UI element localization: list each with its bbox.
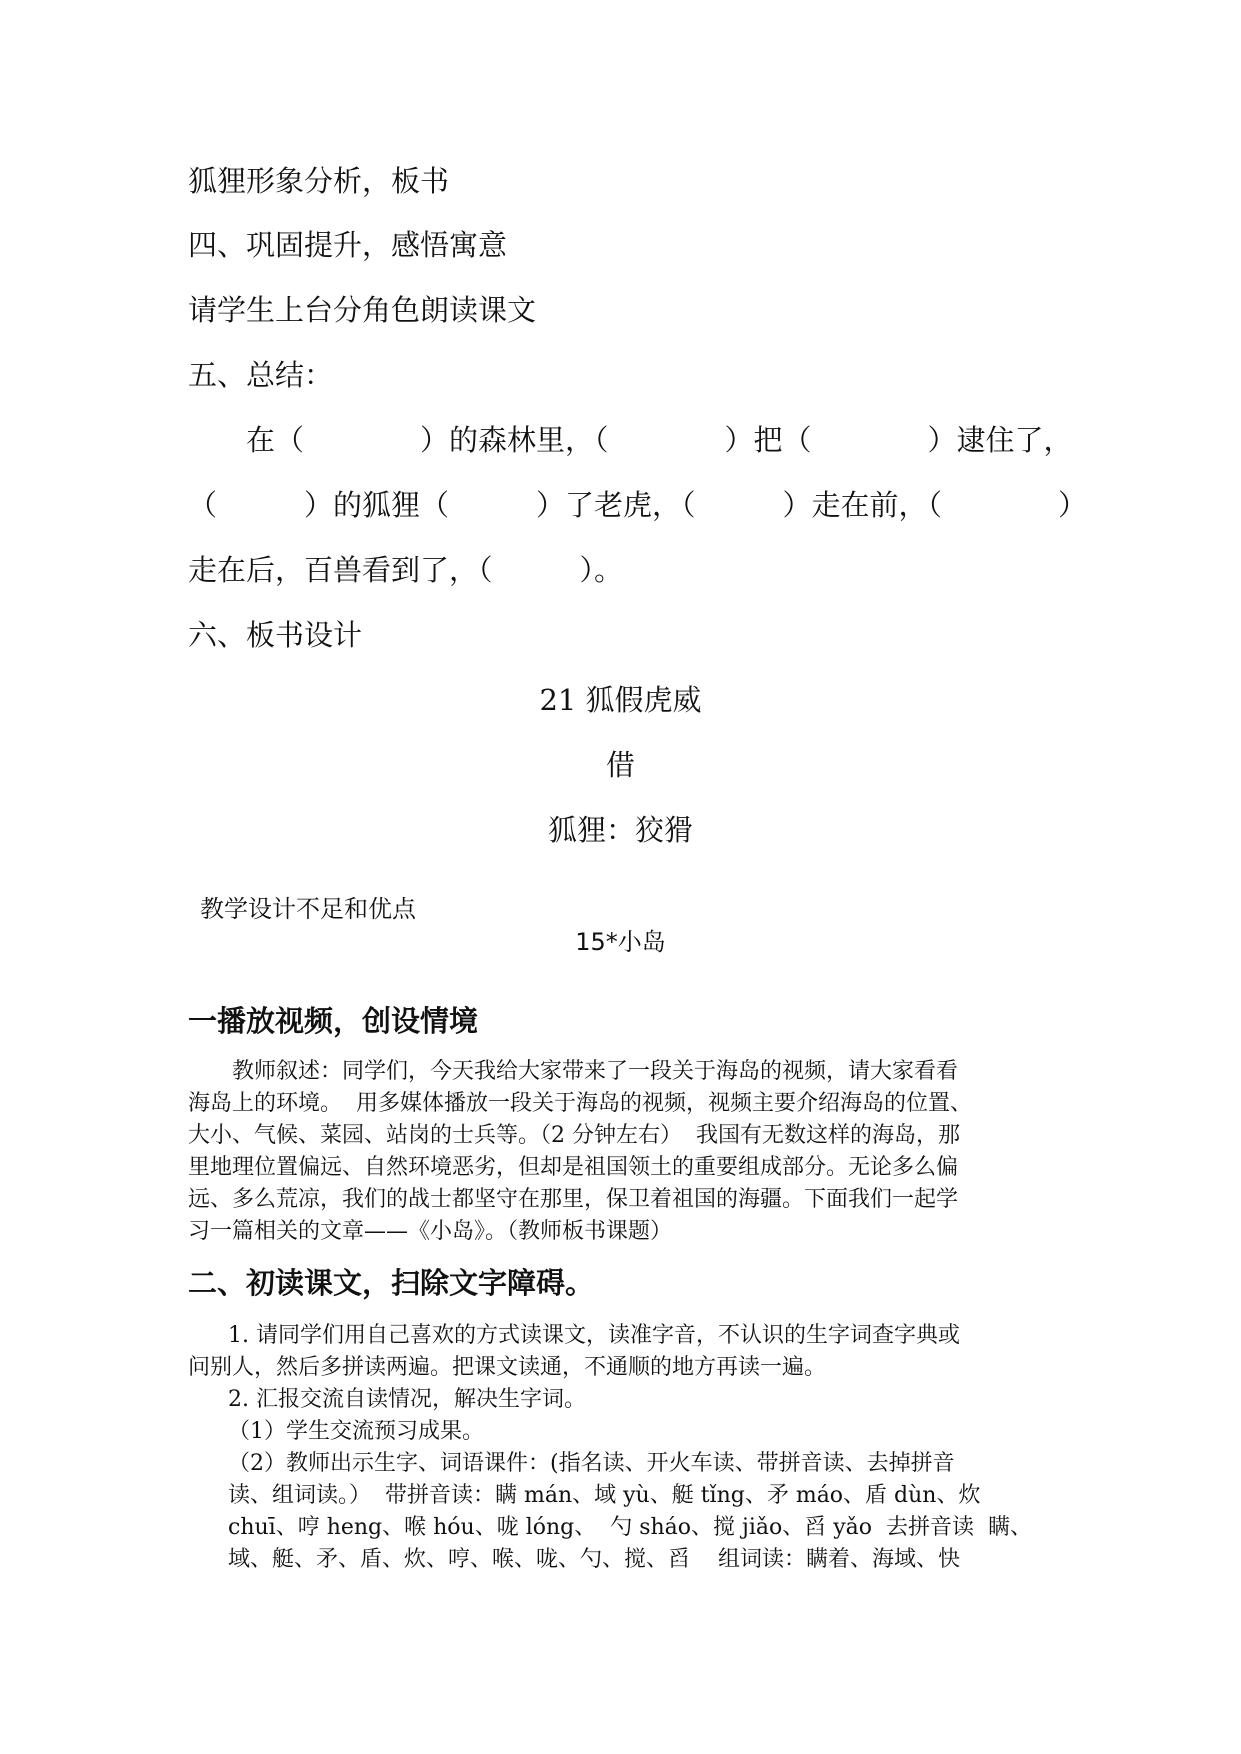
line-fox-analysis: 狐狸形象分析，板书 (188, 164, 450, 198)
fill-blank-line-1: 在（ ）的森林里，（ ）把（ ）逮住了， (246, 423, 1073, 457)
paragraph-line: 海岛上的环境。 用多媒体播放一段关于海岛的视频，视频主要介绍海岛的位置、 (188, 1091, 972, 1116)
board-word: 借 (605, 748, 635, 782)
line-role-reading: 请学生上台分角色朗读课文 (188, 293, 537, 327)
heading-play-video: 一播放视频，创设情境 (188, 1004, 479, 1038)
paragraph-line: 2. 汇报交流自读情况，解决生字词。 (228, 1387, 586, 1412)
paragraph-line: 问别人，然后多拼读两遍。把课文读通，不通顺的地方再读一遍。 (188, 1355, 827, 1380)
heading-first-reading: 二、初读课文，扫除文字障碍。 (188, 1266, 595, 1300)
fill-blank-line-2: （ ）的狐狸（ ）了老虎，（ ）走在前，（ ） (188, 488, 1088, 522)
paragraph-line: 教师叙述：同学们，今天我给大家带来了一段关于海岛的视频，请大家看看 (232, 1059, 959, 1084)
paragraph-line: 习一篇相关的文章——《小岛》。（教师板书课题） (188, 1219, 673, 1244)
heading-board-design: 六、板书设计 (188, 618, 363, 652)
lesson-title: 15*小岛 (575, 928, 666, 956)
fill-blank-line-3: 走在后，百兽看到了，（ ）。 (188, 553, 624, 587)
paragraph-line: 远、多么荒凉，我们的战士都坚守在那里，保卫着祖国的海疆。下面我们一起学 (188, 1187, 959, 1212)
heading-summary: 五、总结： (188, 358, 334, 392)
board-trait: 狐狸：狡猾 (547, 813, 693, 847)
paragraph-line: 1. 请同学们用自己喜欢的方式读课文，读准字音，不认识的生字词查字典或 (228, 1323, 960, 1348)
paragraph-line: 大小、气候、菜园、站岗的士兵等。（2 分钟左右） 我国有无数这样的海岛，那 (188, 1123, 960, 1148)
paragraph-line: （1）学生交流预习成果。 (228, 1419, 484, 1444)
design-note: 教学设计不足和优点 (200, 895, 416, 923)
paragraph-line: chuī、哼 heng、喉 hóu、咙 lóng、 勺 sháo、搅 jiǎo、舀 yǎo 去拼音读 瞒、 (228, 1515, 1033, 1540)
heading-consolidate: 四、巩固提升，感悟寓意 (188, 228, 508, 262)
paragraph-line: 里地理位置偏远、自然环境恶劣，但却是祖国领土的重要组成部分。无论多么偏 (188, 1155, 959, 1180)
board-title: 21 狐假虎威 (539, 683, 702, 717)
paragraph-line: 读、组词读。） 带拼音读：瞒 mán、域 yù、艇 tǐng、矛 máo、盾 dùn、炊 (228, 1483, 981, 1508)
paragraph-line: 域、艇、矛、盾、炊、哼、喉、咙、勺、搅、舀 组词读：瞒着、海域、快 (228, 1547, 960, 1572)
paragraph-line: （2）教师出示生字、词语课件：(指名读、开火车读、带拼音读、去掉拼音 (228, 1451, 955, 1476)
